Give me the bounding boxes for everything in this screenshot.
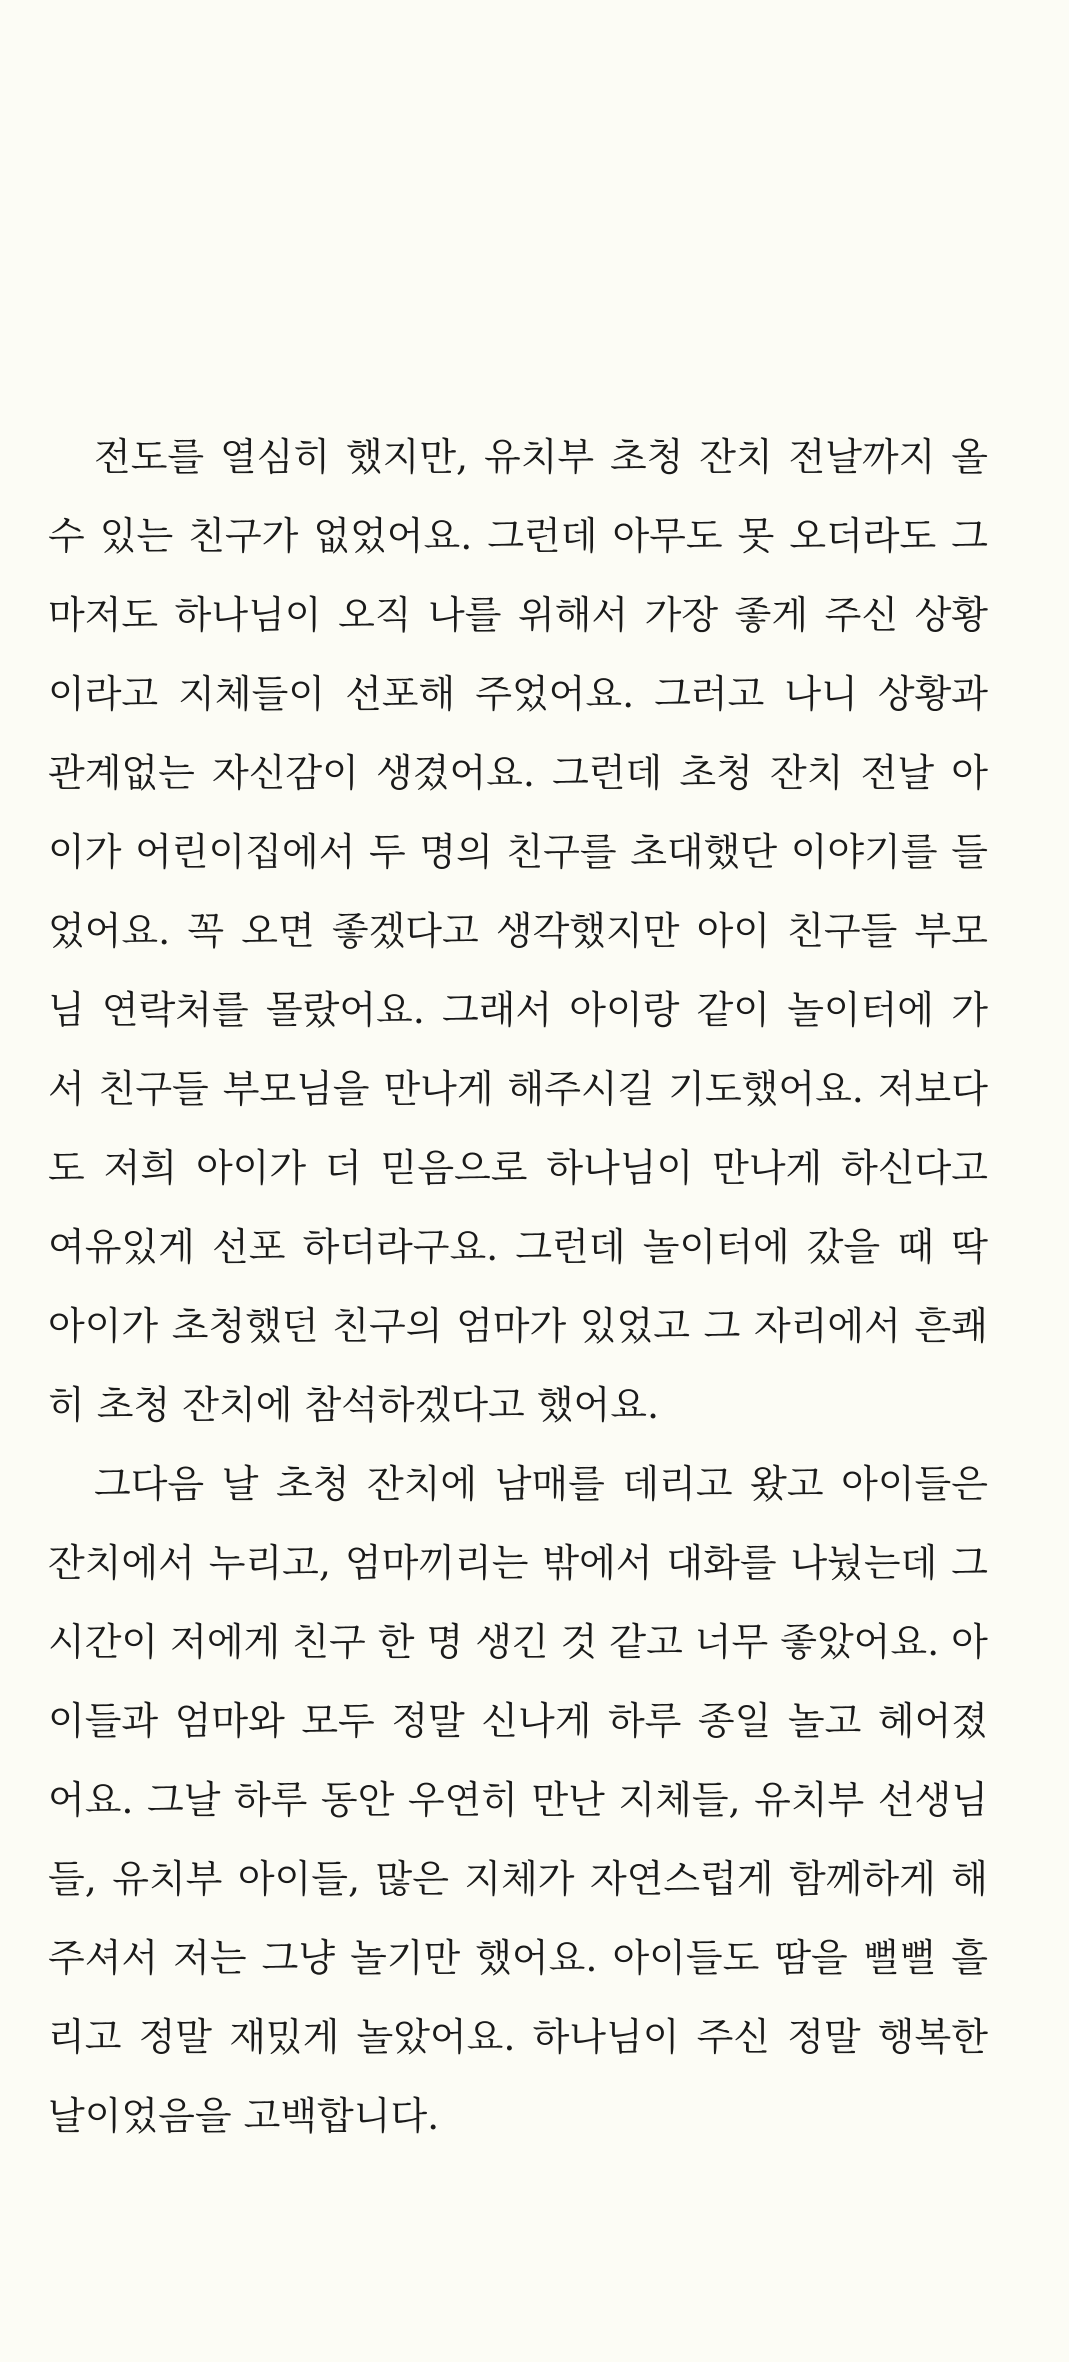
word: 같고 [609, 1620, 683, 1664]
word: 저에게 [170, 1620, 281, 1664]
word: 못 [737, 514, 775, 558]
word: 밖에서 [542, 1541, 653, 1585]
word: 초청 [609, 435, 684, 479]
word: 오더라도 [789, 514, 937, 558]
word: 같이 [696, 988, 771, 1032]
word: 상황과 [877, 672, 988, 716]
text-line [48, 971, 988, 1050]
word: 부모 [914, 909, 988, 953]
word: 한 [377, 1620, 415, 1664]
word: 것 [560, 1620, 598, 1664]
word: 좋았어요. [780, 1620, 940, 1664]
text-line [48, 1050, 988, 1129]
word: 전날 [860, 751, 935, 795]
text-line [48, 892, 988, 971]
word: 전날까지 [788, 435, 936, 479]
word: 꼭 [187, 909, 225, 953]
word: 놀고 [787, 1699, 862, 1743]
word: 아이들, [237, 1857, 361, 1901]
word: 나니 [784, 672, 858, 716]
word: 엄마가 [456, 1304, 567, 1348]
word: 친구 [292, 1620, 366, 1664]
word: 그런데 [515, 1225, 626, 1269]
word: 수 [48, 514, 85, 558]
word: 만난 [531, 1778, 605, 1822]
word: 자리에서 [754, 1304, 901, 1348]
word: 가장 [644, 593, 719, 637]
word: 생겼어요. [376, 751, 535, 795]
word: 마저도 [48, 593, 159, 637]
word: 주신 [696, 2015, 771, 2059]
word: 정말 [391, 1699, 465, 1743]
word: 기도했어요. [668, 1067, 864, 1111]
word: 친구들 [98, 1067, 209, 1111]
word: 그런데 [552, 751, 663, 795]
word: 만나게 [712, 1146, 823, 1190]
word: 믿음으로 [380, 1146, 528, 1190]
word: 열심히 [219, 435, 331, 479]
word: 그다음 [94, 1462, 205, 1506]
word: 도 [48, 1146, 85, 1190]
word: 그 [703, 1304, 741, 1348]
word: 놀았어요. [356, 2015, 516, 2059]
word: 갔을 [806, 1225, 881, 1269]
word: 있었고 [579, 1304, 690, 1348]
word: 가 [951, 988, 988, 1032]
word: 엄마와 [174, 1699, 285, 1743]
text-line: 날이었음을 고백합니다. [48, 2094, 440, 2138]
word: 었어요. [48, 909, 171, 953]
word: 데리고 [622, 1462, 733, 1506]
word: 놀기만 [350, 1936, 461, 1980]
word: 그러고 [654, 672, 765, 716]
word: 나눴는데 [790, 1541, 938, 1585]
word: 아 [951, 1620, 988, 1664]
word: 그래서 [442, 988, 553, 1032]
word: 올 [951, 435, 988, 479]
text-line [48, 497, 988, 576]
word: 주셔서 [48, 1936, 159, 1980]
word: 저보다 [877, 1067, 988, 1111]
word: 오면 [241, 909, 315, 953]
word: 생긴 [475, 1620, 549, 1664]
word: 모두 [301, 1699, 375, 1743]
word: 선포 [212, 1225, 286, 1269]
word: 했어요. [475, 1936, 598, 1980]
word: 많은 [375, 1857, 449, 1901]
word: 전도를 [94, 435, 205, 479]
word: 남매를 [494, 1462, 605, 1506]
word: 동안 [320, 1778, 395, 1822]
word: 상황 [914, 593, 988, 637]
word: 시간이 [48, 1620, 159, 1664]
word: 이들과 [48, 1699, 159, 1743]
word: 좋게 [734, 593, 809, 637]
word: 위해서 [518, 593, 629, 637]
word: 님 [48, 988, 85, 1032]
word: 잔치에 [367, 1462, 478, 1506]
word: 아이들은 [841, 1462, 988, 1506]
word: 이야기를 [790, 830, 938, 874]
word: 들 [951, 830, 988, 874]
text-line [48, 813, 988, 892]
text-line [48, 734, 988, 813]
word: 날 [221, 1462, 259, 1506]
word: 자신감이 [212, 751, 359, 795]
text-line [48, 1603, 988, 1682]
word: 초청 [679, 751, 753, 795]
word: 어요. [48, 1778, 134, 1822]
word: 그 [951, 1541, 988, 1585]
word: 해주시길 [507, 1067, 655, 1111]
text-line [48, 1208, 988, 1287]
word: 여유있게 [48, 1225, 195, 1269]
word: 잔치에서 [48, 1541, 195, 1585]
word: 재밌게 [229, 2015, 340, 2059]
word: 하루 [607, 1699, 682, 1743]
text-line: 히 초청 잔치에 참석하겠다고 했어요. [48, 1383, 660, 1427]
word: 친구의 [332, 1304, 443, 1348]
word: 하더라구요. [302, 1225, 499, 1269]
word: 만나게 [383, 1067, 494, 1111]
word: 주었어요. [475, 672, 635, 716]
word: 지체들, [618, 1778, 741, 1822]
word: 종일 [697, 1699, 772, 1743]
word: 하나님이 [546, 1146, 694, 1190]
word: 서 [48, 1067, 85, 1111]
word: 선생님 [877, 1778, 988, 1822]
word: 대화를 [666, 1541, 777, 1585]
word: 명 [426, 1620, 464, 1664]
word: 그냥 [261, 1936, 336, 1980]
word: 그날 [147, 1778, 221, 1822]
text-line [48, 1287, 988, 1366]
word: 명의 [419, 830, 493, 874]
word: 엄마끼리는 [344, 1541, 529, 1585]
word: 정말 [787, 2015, 861, 2059]
word: 이라고 [48, 672, 159, 716]
word: 나를 [428, 593, 502, 637]
word: 초대했단 [630, 830, 778, 874]
word: 해 [951, 1857, 988, 1901]
word: 신나게 [481, 1699, 592, 1743]
word: 땀을 [774, 1936, 848, 1980]
word: 이가 [48, 830, 122, 874]
text-line [48, 655, 988, 734]
word: 아이들도 [612, 1936, 760, 1980]
word: 아무도 [612, 514, 723, 558]
word: 친구를 [506, 830, 617, 874]
word: 연락처를 [101, 988, 249, 1032]
word: 지체가 [464, 1857, 575, 1901]
word: 초청했던 [171, 1304, 319, 1348]
word: 누리고, [208, 1541, 331, 1585]
word: 친구들 [787, 909, 898, 953]
word: 정말 [138, 2015, 213, 2059]
word: 잔치 [699, 435, 773, 479]
word: 하나님이 [532, 2015, 680, 2059]
word: 리고 [48, 2015, 122, 2059]
word: 들, [48, 1857, 97, 1901]
word: 하나님이 [174, 593, 322, 637]
text-line [48, 1998, 988, 2077]
word: 부모님을 [222, 1067, 370, 1111]
word: 자연스럽게 [589, 1857, 774, 1901]
word: 아이 [696, 909, 771, 953]
word: 놀이터에 [642, 1225, 790, 1269]
word: 친구가 [188, 514, 299, 558]
word: 유치부 [112, 1857, 223, 1901]
word: 때 [897, 1225, 935, 1269]
text-line [48, 418, 988, 497]
text-line [48, 1445, 988, 1524]
word: 잔치 [770, 751, 844, 795]
text-line [48, 1919, 988, 1998]
word: 관계없는 [48, 751, 195, 795]
word: 하루 [233, 1778, 308, 1822]
word: 좋겠다고 [331, 909, 479, 953]
word: 저는 [173, 1936, 247, 1980]
word: 유치부 [484, 435, 595, 479]
word: 있는 [99, 514, 174, 558]
text-line [48, 1524, 988, 1603]
word: 헤어졌 [877, 1699, 988, 1743]
word: 너무 [694, 1620, 769, 1664]
word: 흔쾌 [914, 1304, 988, 1348]
word: 딱 [951, 1225, 988, 1269]
word: 몰랐어요. [265, 988, 425, 1032]
body-text [48, 418, 988, 2156]
word: 놀이터에 [787, 988, 935, 1032]
word: 저희 [103, 1146, 178, 1190]
word: 그 [951, 514, 988, 558]
word: 그런데 [487, 514, 598, 558]
word: 선포해 [345, 672, 456, 716]
word: 생각했지만 [495, 909, 680, 953]
word: 뻘뻘 [862, 1936, 937, 1980]
text-line [48, 1761, 988, 1840]
word: 하신다고 [841, 1146, 988, 1190]
word: 아 [951, 751, 988, 795]
word: 흘 [951, 1936, 988, 1980]
word: 왔고 [750, 1462, 824, 1506]
text-line [48, 1682, 988, 1761]
text-line [48, 1840, 988, 1919]
word: 초청 [276, 1462, 350, 1506]
word: 우연히 [407, 1778, 518, 1822]
word: 두 [368, 830, 406, 874]
word: 주신 [824, 593, 899, 637]
word: 했지만, [345, 435, 469, 479]
text-line [48, 576, 988, 655]
word: 아이가 [195, 1146, 307, 1190]
word: 유치부 [754, 1778, 865, 1822]
word: 오직 [338, 593, 412, 637]
word: 아이가 [48, 1304, 159, 1348]
word: 어린이집에서 [135, 830, 356, 874]
text-line [48, 1129, 988, 1208]
word: 지체들이 [178, 672, 326, 716]
word: 함께하게 [788, 1857, 936, 1901]
word: 행복한 [877, 2015, 988, 2059]
word: 아이랑 [569, 988, 680, 1032]
word: 없었어요. [313, 514, 473, 558]
word: 더 [324, 1146, 362, 1190]
